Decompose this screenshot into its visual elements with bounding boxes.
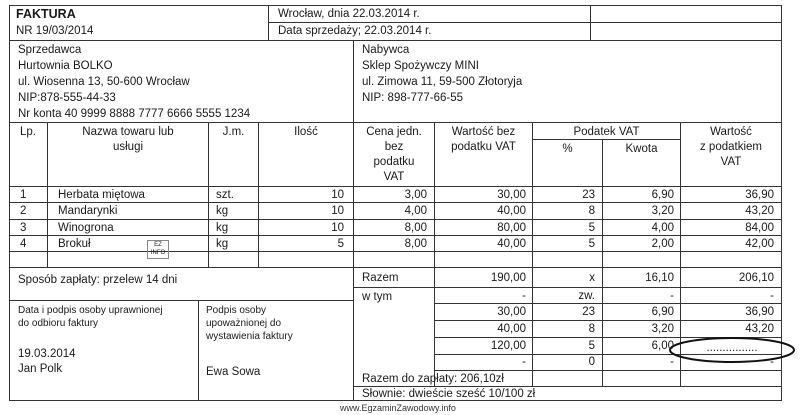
col-rate: %	[562, 143, 573, 155]
row-price: 3,00	[404, 189, 427, 201]
receiver-label-1: Data i podpis osoby uprawnionej	[18, 305, 163, 316]
summary-net: -	[522, 290, 526, 302]
row-vat: 4,00	[651, 222, 674, 234]
row-rate: 23	[582, 189, 595, 201]
row-net: 40,00	[497, 205, 526, 217]
row-lp: 3	[20, 222, 27, 234]
stamp-line-1: EZ	[154, 242, 162, 248]
row-price: 4,00	[404, 205, 427, 217]
summary-rate: 23	[582, 306, 595, 318]
summary-net: 120,00	[490, 340, 526, 352]
row-gross: 36,90	[745, 189, 774, 201]
row-lp: 4	[20, 238, 27, 250]
summary-rate: 0	[588, 356, 595, 368]
seller-name: Hurtownia BOLKO	[18, 60, 113, 72]
row-gross: 84,00	[745, 222, 774, 234]
place-date: Wrocław, dnia 22.03.2014 r.	[278, 8, 420, 20]
summary-vat: -	[670, 290, 674, 302]
row-name: Winogrona	[58, 222, 114, 234]
summary-net: -	[522, 356, 526, 368]
issuer-name: Ewa Sowa	[206, 366, 261, 378]
issuer-label-1: Podpis osoby	[206, 305, 267, 316]
row-vat: 2,00	[651, 238, 674, 250]
row-unit: szt.	[216, 189, 234, 201]
summary-net: 40,00	[497, 323, 526, 335]
amount-in-words: Słownie: dwieście sześć 10/100 zł	[362, 388, 536, 400]
row-gross: 42,00	[745, 238, 774, 250]
row-vat: 6,90	[651, 189, 674, 201]
col-price-2: bez	[384, 141, 404, 153]
total-label: Razem	[362, 272, 399, 284]
summary-net: 30,00	[497, 306, 526, 318]
receiver-date: 19.03.2014	[18, 348, 76, 360]
row-price: 8,00	[404, 222, 427, 234]
stamp-line-2: INFO	[150, 250, 166, 256]
buyer-nip: NIP: 898-777-66-55	[362, 92, 464, 104]
row-net: 80,00	[497, 222, 526, 234]
issuer-label-2: upoważnionej do	[206, 318, 282, 329]
row-name: Brokuł	[58, 238, 91, 250]
row-unit: kg	[216, 222, 229, 234]
row-vat: 3,20	[651, 205, 674, 217]
summary-gross: 36,90	[745, 306, 774, 318]
summary-gross: -	[770, 290, 774, 302]
receiver-name: Jan Polk	[18, 363, 63, 375]
receiver-label-2: do odbioru faktury	[18, 318, 99, 329]
seller-address: ul. Wiosenna 13, 50-600 Wrocław	[18, 76, 190, 88]
row-price: 8,00	[404, 238, 427, 250]
col-gross-2: z podatkiem	[699, 141, 762, 153]
payment-method: Sposób zapłaty: przelew 14 dni	[18, 274, 178, 286]
summary-gross-blank: ................	[706, 342, 758, 354]
summary-vat: 3,20	[651, 323, 674, 335]
row-rate: 5	[588, 222, 595, 234]
row-name: Herbata miętowa	[58, 189, 145, 201]
col-net-2: podatku VAT	[451, 141, 516, 153]
incl-label: w tym	[362, 291, 393, 303]
col-gross-3: VAT	[720, 156, 742, 168]
col-price-1: Cena jedn.	[366, 126, 422, 138]
row-qty: 10	[331, 222, 344, 234]
row-net: 40,00	[497, 238, 526, 250]
col-name-1: Nazwa towaru lub	[82, 126, 174, 138]
col-price-3: podatku	[373, 156, 415, 168]
stamp-logo	[147, 240, 169, 259]
seller-heading: Sprzedawca	[18, 44, 82, 56]
col-price-4: VAT	[383, 171, 405, 183]
summary-gross: 43,20	[745, 323, 774, 335]
col-amount: Kwota	[625, 143, 658, 155]
summary-rate: 5	[588, 340, 595, 352]
row-qty: 10	[331, 189, 344, 201]
col-net-1: Wartość bez	[451, 126, 516, 138]
invoice-number: NR 19/03/2014	[16, 25, 94, 37]
to-pay: Razem do zapłaty: 206,10zł	[362, 373, 504, 385]
summary-rate: 8	[588, 323, 595, 335]
total-gross: 206,10	[738, 272, 774, 284]
col-gross-1: Wartość	[710, 126, 752, 138]
row-lp: 1	[20, 189, 27, 201]
col-name-2: usługi	[112, 141, 144, 153]
total-net: 190,00	[490, 272, 526, 284]
seller-nip: NIP:878-555-44-33	[18, 92, 116, 104]
row-unit: kg	[216, 238, 229, 250]
summary-gross: -	[770, 356, 774, 368]
buyer-address: ul. Zimowa 11, 59-500 Złotoryja	[362, 76, 523, 88]
col-vat: Podatek VAT	[573, 126, 640, 138]
seller-account: Nr konta 40 9999 8888 7777 6666 5555 1234	[18, 108, 251, 120]
col-unit: J.m.	[222, 126, 245, 138]
issuer-label-3: wystawienia faktury	[206, 331, 293, 342]
row-qty: 10	[331, 205, 344, 217]
row-lp: 2	[20, 205, 27, 217]
col-qty: Ilość	[294, 126, 318, 138]
summary-vat: 6,90	[651, 306, 674, 318]
total-vat: 16,10	[645, 272, 674, 284]
row-name: Mandarynki	[58, 205, 118, 217]
row-net: 30,00	[497, 189, 526, 201]
summary-vat: -	[670, 356, 674, 368]
doc-type: FAKTURA	[16, 7, 76, 21]
row-unit: kg	[216, 205, 229, 217]
buyer-name: Sklep Spożywczy MINI	[362, 60, 479, 72]
col-lp: Lp.	[20, 126, 36, 138]
sale-date: Data sprzedaży; 22.03.2014 r.	[278, 25, 432, 37]
row-qty: 5	[337, 238, 344, 250]
summary-rate: zw.	[578, 290, 595, 302]
row-rate: 8	[588, 205, 595, 217]
watermark: www.EgzaminZawodowy.info	[340, 403, 456, 413]
row-gross: 43,20	[745, 205, 774, 217]
row-rate: 5	[588, 238, 595, 250]
buyer-heading: Nabywca	[362, 44, 410, 56]
summary-vat: 6,00	[651, 340, 674, 352]
total-rate: x	[589, 272, 595, 284]
